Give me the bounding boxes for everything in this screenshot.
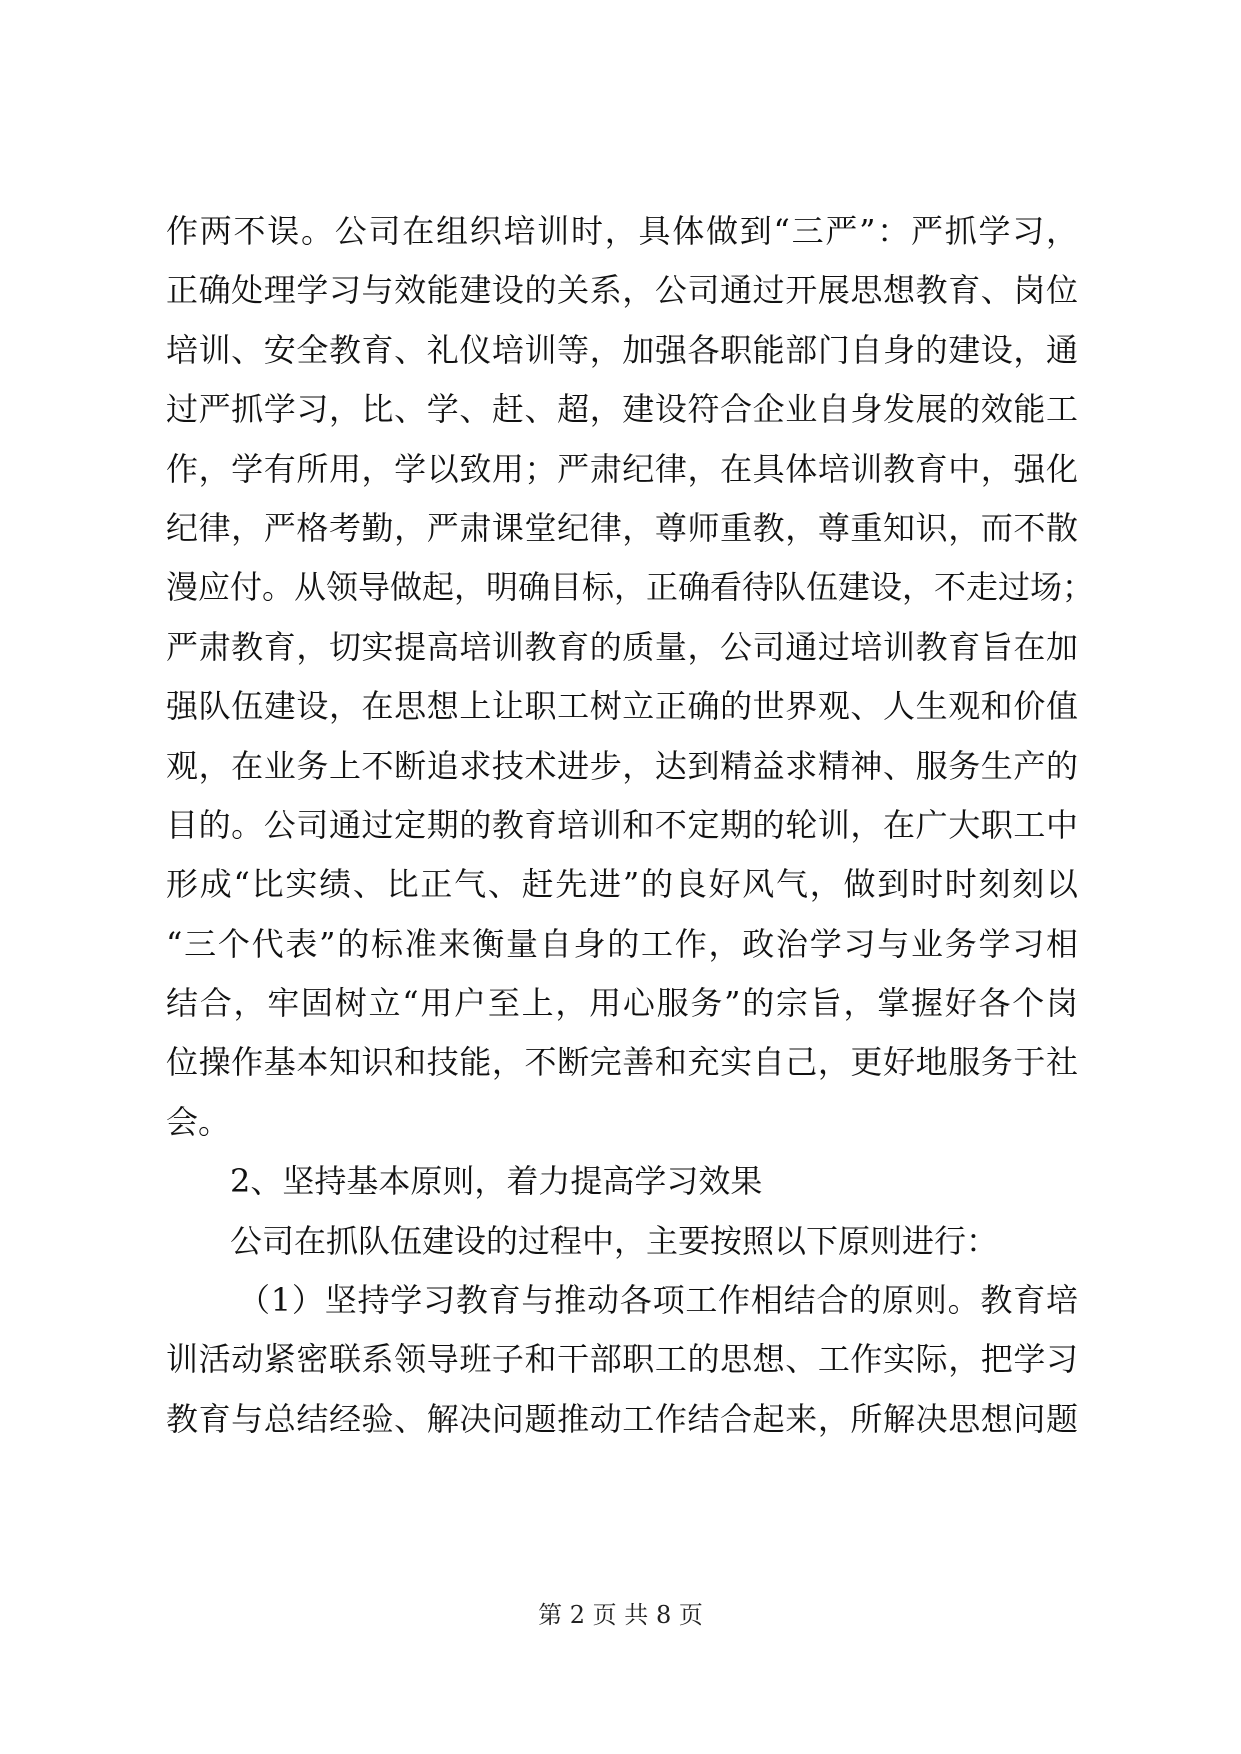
text-line-2: 正确处理学习与效能建设的关系，公司通过开展思想教育、岗位 (166, 271, 1078, 310)
text-line-19: （1）坚持学习教育与推动各项工作相结合的原则。教育培 (238, 1281, 1078, 1320)
text-line-18: 公司在抓队伍建设的过程中，主要按照以下原则进行： (230, 1221, 999, 1260)
text-line-13: “三个代表”的标准来衡量自身的工作，政治学习与业务学习相 (166, 924, 1078, 963)
text-line-3: 培训、安全教育、礼仪培训等，加强各职能部门自身的建设，通 (166, 330, 1078, 369)
text-line-1: 作两不误。公司在组织培训时，具体做到“三严”：严抓学习， (166, 212, 1078, 250)
text-line-8: 严肃教育，切实提高培训教育的质量，公司通过培训教育旨在加 (166, 627, 1078, 666)
section-heading: 2、坚持基本原则，着力提高学习效果 (230, 1162, 763, 1201)
text-line-15: 位操作基本知识和技能，不断完善和充实自己，更好地服务于社 (166, 1043, 1078, 1082)
text-line-16: 会。 (166, 1102, 231, 1141)
text-line-9: 强队伍建设，在思想上让职工树立正确的世界观、人生观和价值 (166, 687, 1078, 726)
document-body (166, 202, 1095, 1449)
text-line-12: 形成“比实绩、比正气、赶先进”的良好风气，做到时时刻刻以 (166, 865, 1078, 904)
text-line-7: 漫应付。从领导做起，明确目标，正确看待队伍建设，不走过场； (166, 568, 1095, 607)
text-line-4: 过严抓学习，比、学、赶、超，建设符合企业自身发展的效能工 (166, 390, 1078, 429)
text-line-6: 纪律，严格考勤，严肃课堂纪律，尊师重教，尊重知识，而不散 (166, 508, 1078, 547)
text-line-14: 结合，牢固树立“用户至上，用心服务”的宗旨，掌握好各个岗 (166, 984, 1078, 1023)
text-line-11: 目的。公司通过定期的教育培训和不定期的轮训，在广大职工中 (166, 805, 1078, 844)
text-line-5: 作，学有所用，学以致用；严肃纪律，在具体培训教育中，强化 (166, 449, 1078, 488)
text-line-20: 训活动紧密联系领导班子和干部职工的思想、工作实际，把学习 (166, 1340, 1078, 1379)
text-line-21: 教育与总结经验、解决问题推动工作结合起来，所解决思想问题 (166, 1399, 1078, 1438)
page-number-footer: 第 2 页 共 8 页 (538, 1601, 703, 1629)
text-line-10: 观，在业务上不断追求技术进步，达到精益求精神、服务生产的 (166, 746, 1078, 785)
